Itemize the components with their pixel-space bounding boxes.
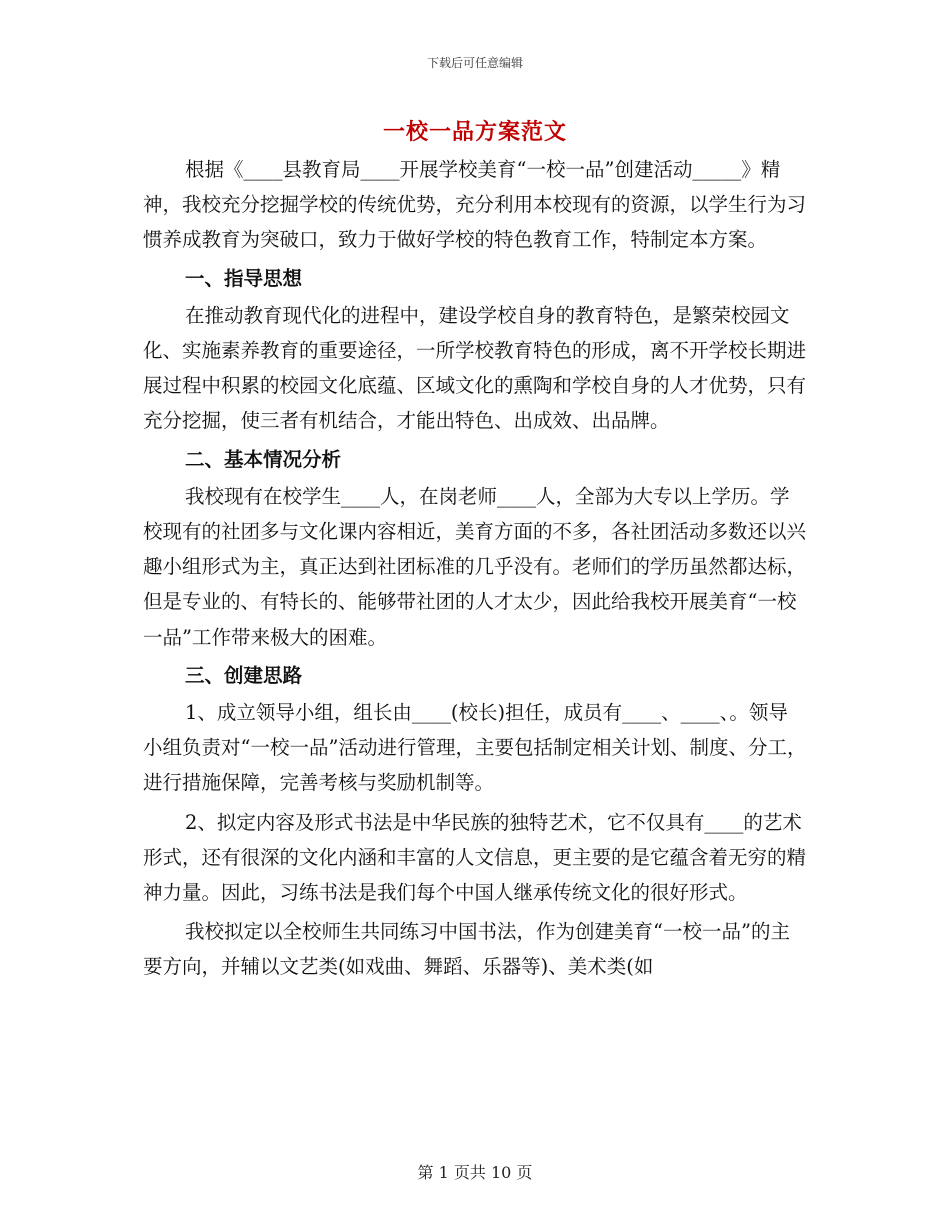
situation-analysis-paragraph: 我校现有在校学生____人，在岗老师____人，全部为大专以上学历。学校现有的社团多与文化课内容相近，美育方面的不多，各社团活动多数还以兴趣小组形式为主，真正达到社团标准的几乎没有。老师们的学历虽然都达标，但是专业的、有特长的、能够带社团的人才太少，因此给我校开展美育“一校一品”工作带来极大的困难。 xyxy=(143,484,807,649)
section-heading-guiding-ideology: 一、指导思想 xyxy=(185,266,303,290)
page-footer: 第 1 页共 10 页 xyxy=(417,1163,533,1182)
page-header: 下载后可任意编辑 xyxy=(426,56,523,70)
calligraphy-plan-paragraph: 我校拟定以全校师生共同练习中国书法，作为创建美育“一校一品”的主要方向，并辅以文艺类(如戏曲、舞蹈、乐器等)、美术类(如 xyxy=(143,920,790,979)
leadership-group-paragraph: 1、成立领导小组，组长由____(校长)担任，成员有____、____、。领导小组负责对“一校一品”活动进行管理，主要包括制定相关计划、制度、分工，进行措施保障，完善考核与奖励机制等。 xyxy=(143,701,807,795)
intro-paragraph: 根据《____县教育局____开展学校美育“一校一品”创建活动_____》精神，我校充分挖掘学校的传统优势，充分利用本校现有的资源，以学生行为习惯养成教育为突破口，致力于做好学校的特色教育工作，特制定本方案。 xyxy=(143,158,807,252)
document-title: 一校一品方案范文 xyxy=(382,119,567,145)
document-body xyxy=(143,152,807,985)
section-heading-situation-analysis: 二、基本情况分析 xyxy=(185,447,342,471)
guiding-ideology-paragraph: 在推动教育现代化的进程中，建设学校自身的教育特色，是繁荣校园文化、实施素养教育的重要途径，一所学校教育特色的形成，离不开学校长期进展过程中积累的校园文化底蕴、区域文化的熏陶和学校自身的人才优势，只有充分挖掘，使三者有机结合，才能出特色、出成效、出品牌。 xyxy=(143,303,807,433)
section-heading-creation-ideas: 三、创建思路 xyxy=(185,663,303,687)
content-form-paragraph: 2、拟定内容及形式书法是中华民族的独特艺术，它不仅具有____的艺术形式，还有很深的文化内涵和丰富的人文信息，更主要的是它蕴含着无穷的精神力量。因此，习练书法是我们每个中国人继承传统文化的很好形式。 xyxy=(143,810,807,905)
